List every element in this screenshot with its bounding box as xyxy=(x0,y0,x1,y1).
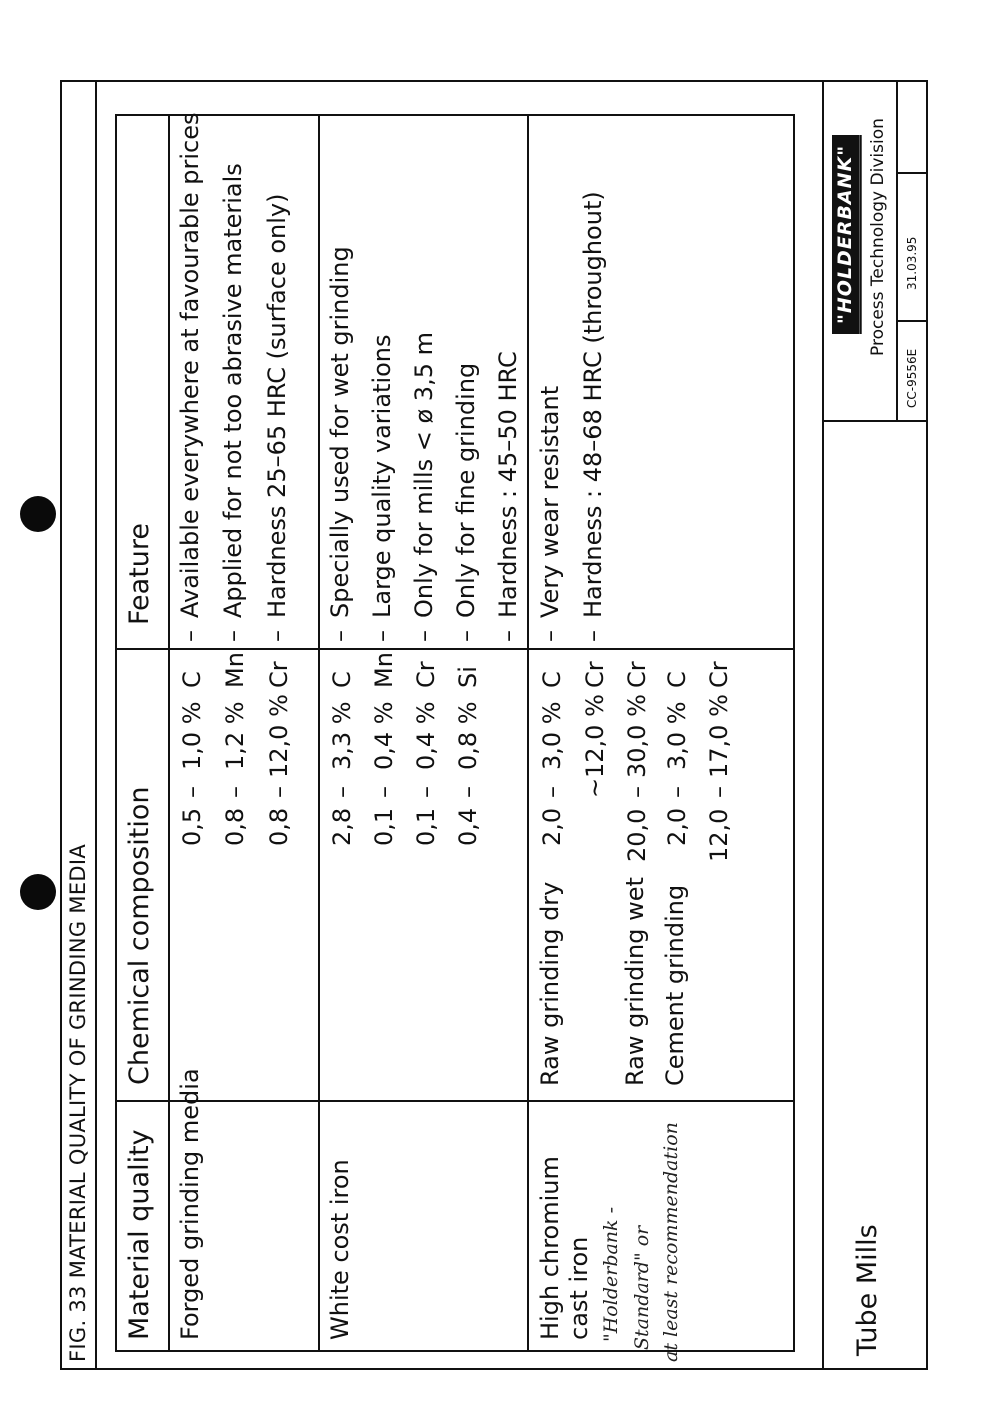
comp-lo: 0,8 xyxy=(265,807,293,846)
comp-el: Si xyxy=(454,666,482,688)
comp-hi: 12,0 % xyxy=(265,694,293,778)
grinding-type: Cement grinding xyxy=(661,884,689,1086)
comp-el: Cr xyxy=(412,661,440,688)
comp-hi: 17,0 % xyxy=(705,694,733,778)
comp-lo: 0,8 xyxy=(221,807,249,846)
grinding-type: Raw grinding wet xyxy=(621,877,649,1086)
comp-dash: – xyxy=(623,786,651,798)
feature-text: Very wear resistant xyxy=(536,385,564,618)
comp-dash: – xyxy=(178,786,206,798)
comp-lo: 2,0 xyxy=(538,807,566,846)
material-high-chromium: High chromium xyxy=(536,1156,564,1340)
footer-code-split xyxy=(896,320,928,322)
comp-el: Cr xyxy=(705,661,733,688)
rotated-sheet xyxy=(60,80,928,1370)
header-feature: Feature xyxy=(124,522,155,625)
comp-el: C xyxy=(178,671,206,688)
comp-lo: 0,1 xyxy=(370,807,398,846)
comp-hi: 0,4 % xyxy=(412,701,440,770)
footer-date-split xyxy=(896,172,928,174)
comp-el: Mn xyxy=(221,652,249,688)
feature-dash: – xyxy=(219,630,247,642)
title-divider xyxy=(95,80,97,1370)
comp-lo: 0,4 xyxy=(454,807,482,846)
feature-text: Only for mills < ø 3,5 m xyxy=(410,332,438,618)
comp-lo: 20,0 xyxy=(623,808,651,862)
comp-dash: – xyxy=(454,786,482,798)
feature-dash: – xyxy=(410,630,438,642)
feature-text: Hardness 25–65 HRC (surface only) xyxy=(263,193,291,618)
header-divider xyxy=(168,114,170,1352)
handwritten-note: Standard" or xyxy=(631,1225,653,1350)
feature-dash: – xyxy=(536,630,564,642)
comp-lo: 2,0 xyxy=(663,807,691,846)
material-forged: Forged grinding media xyxy=(176,1068,204,1340)
feature-dash: – xyxy=(579,630,607,642)
comp-el: C xyxy=(538,671,566,688)
comp-lo: 2,8 xyxy=(328,807,356,846)
col-divider-1 xyxy=(115,1100,795,1102)
comp-dash: – xyxy=(265,786,293,798)
division-label: Process Technology Division xyxy=(868,118,888,356)
feature-text: Only for fine grinding xyxy=(452,362,480,618)
comp-dash: – xyxy=(538,786,566,798)
footer-logo-divider xyxy=(822,420,928,422)
feature-dash: – xyxy=(326,630,354,642)
feature-text: Large quality variations xyxy=(368,334,396,618)
comp-dash: – xyxy=(328,786,356,798)
figure-title: FIG. 33 MATERIAL QUALITY OF GRINDING MEDIA xyxy=(66,843,90,1362)
comp-dash: – xyxy=(370,786,398,798)
comp-el: Cr xyxy=(265,661,293,688)
handwritten-note: at least recommendation xyxy=(660,1122,682,1362)
feature-dash: – xyxy=(368,630,396,642)
row-divider-1 xyxy=(318,114,320,1352)
doc-code: CC-9556E xyxy=(905,348,919,408)
grinding-type: Raw grinding dry xyxy=(536,881,564,1086)
feature-text: Specially used for wet grinding xyxy=(326,246,354,618)
comp-el: Cr xyxy=(623,661,651,688)
comp-dash: – xyxy=(412,786,440,798)
comp-hi: 1,0 % xyxy=(178,701,206,770)
feature-text: Applied for not too abrasive materials xyxy=(219,163,247,618)
material-white-iron: White cost iron xyxy=(326,1159,354,1340)
comp-dash: – xyxy=(663,786,691,798)
doc-date: 31.03.95 xyxy=(905,236,919,290)
comp-el: C xyxy=(328,671,356,688)
comp-lo: 12,0 xyxy=(705,808,733,862)
comp-el: Mn xyxy=(370,652,398,688)
comp-lo: 0,5 xyxy=(178,807,206,846)
feature-dash: – xyxy=(176,630,204,642)
comp-el: C xyxy=(663,671,691,688)
comp-el: Cr xyxy=(581,661,609,688)
comp-dash: – xyxy=(705,786,733,798)
comp-hi: 0,8 % xyxy=(454,701,482,770)
col-divider-2 xyxy=(115,648,795,650)
handwritten-note: "Holderbank - xyxy=(600,1206,622,1342)
comp-hi: 3,3 % xyxy=(328,701,356,770)
comp-lo: 0,1 xyxy=(412,807,440,846)
header-material: Material quality xyxy=(124,1129,155,1340)
comp-hi: 0,4 % xyxy=(370,701,398,770)
feature-text: Hardness : 45–50 HRC xyxy=(494,351,522,618)
feature-dash: – xyxy=(494,630,522,642)
header-chemical: Chemical composition xyxy=(124,786,155,1085)
punch-hole-top xyxy=(20,496,56,532)
comp-hi: 3,0 % xyxy=(538,701,566,770)
feature-text: Available everywhere at favourable prices xyxy=(176,112,204,618)
holderbank-logo: "HOLDERBANK" xyxy=(832,135,862,334)
material-high-chromium-2: cast iron xyxy=(565,1236,593,1340)
footer-code-divider xyxy=(896,80,898,422)
comp-dash: – xyxy=(221,786,249,798)
row-divider-2 xyxy=(527,114,529,1352)
feature-dash: – xyxy=(263,630,291,642)
footer-divider xyxy=(822,80,824,1370)
comp-hi: 1,2 % xyxy=(221,701,249,770)
comp-hi: 12,0 % xyxy=(581,694,609,778)
punch-hole-bottom xyxy=(20,874,56,910)
feature-text: Hardness : 48–68 HRC (throughout) xyxy=(579,191,607,618)
comp-approx: ~ xyxy=(581,777,609,798)
comp-hi: 3,0 % xyxy=(663,701,691,770)
footer-title: Tube Mills xyxy=(852,1224,883,1356)
comp-hi: 30,0 % xyxy=(623,694,651,778)
feature-dash: – xyxy=(452,630,480,642)
